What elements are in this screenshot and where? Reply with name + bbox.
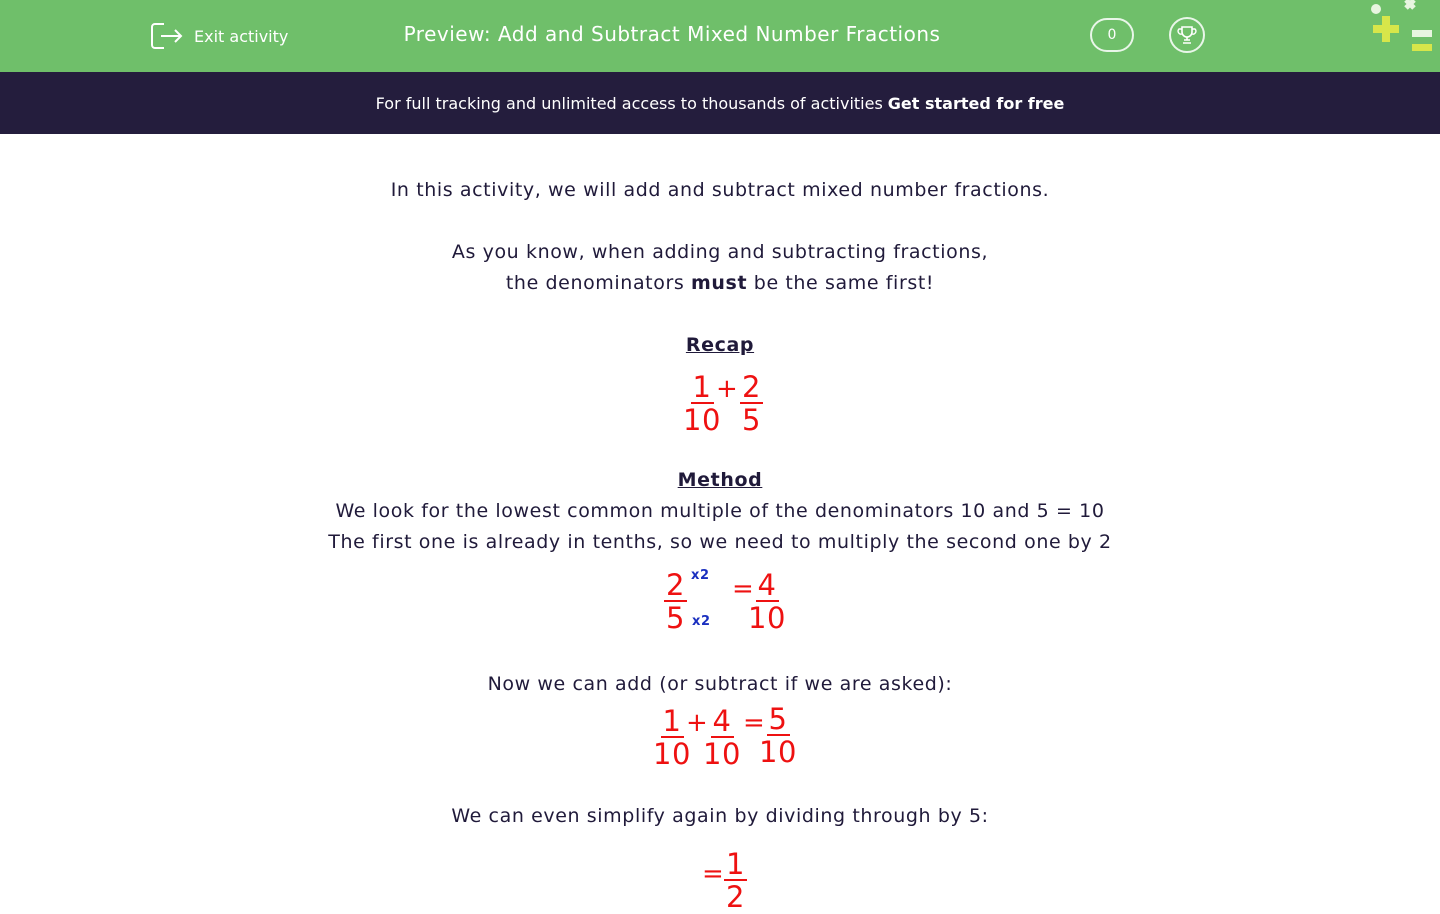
method-line-1: We look for the lowest common multiple of the denominators 10 and 5 = 10 (335, 500, 1105, 522)
add-instruction: Now we can add (or subtract if we are asked): (487, 673, 953, 695)
convert-equals: = (732, 574, 755, 604)
method-line-2: The first one is already in tenths, so we need to multiply the second one by 2 (328, 531, 1112, 553)
add-equals: = (743, 708, 766, 738)
recap-heading: Recap (685, 334, 755, 356)
convert-result-fraction (748, 570, 786, 634)
activity-title (0, 22, 1440, 46)
recap-plus: + (716, 374, 739, 404)
convert-fraction (664, 570, 687, 634)
add-result-numerator: 5 (768, 702, 788, 736)
recap-numerator-1: 1 (692, 370, 712, 404)
trophy-button[interactable] (1169, 17, 1205, 53)
banner-text: For full tracking and unlimited access to thousands of activities (375, 93, 883, 113)
recap-denominator-1: 10 (683, 403, 722, 437)
know-line-2-start: the denominators (505, 272, 685, 294)
add-numerator-2: 4 (712, 704, 732, 738)
convert-numerator: 2 (666, 568, 686, 602)
brand-logo-icon (1368, 0, 1432, 56)
score-counter: 0 (1090, 18, 1134, 52)
recap-denominator-2: 5 (742, 403, 762, 437)
convert-denominator: 5 (666, 601, 686, 635)
add-denominator-2: 10 (703, 737, 742, 771)
simplified-numerator: 1 (726, 847, 746, 881)
know-line-2-end: be the same first! (753, 272, 935, 294)
convert-result-denominator: 10 (748, 601, 787, 635)
intro-text: In this activity, we will add and subtract mixed number fractions. (390, 179, 1050, 201)
add-result-denominator: 10 (759, 735, 798, 769)
add-plus: + (686, 708, 709, 738)
know-line-2 (0, 272, 1440, 294)
simplified-fraction (724, 849, 747, 913)
know-line-1: As you know, when adding and subtracting fractions, (451, 241, 989, 263)
activity-title-text: Preview: Add and Subtract Mixed Number Fractions (403, 22, 941, 46)
simplified-equals: = (702, 859, 725, 889)
upgrade-banner (0, 72, 1440, 134)
recap-numerator-2: 2 (742, 370, 762, 404)
simplified-denominator: 2 (726, 880, 746, 914)
get-started-link[interactable]: Get started for free (887, 93, 1065, 113)
multiplier-top: x2 (691, 568, 710, 583)
add-result-fraction (759, 704, 797, 768)
exit-activity-label: Exit activity (194, 26, 289, 46)
multiplier-bottom: x2 (692, 614, 711, 629)
method-heading: Method (677, 469, 763, 491)
add-numerator-1: 1 (662, 704, 682, 738)
add-denominator-1: 10 (653, 737, 692, 771)
trophy-icon (1176, 24, 1198, 46)
add-fraction-2 (703, 706, 741, 770)
convert-result-numerator: 4 (757, 568, 777, 602)
top-bar (0, 0, 1440, 72)
recap-fraction-2 (740, 372, 763, 436)
know-line-2-emphasis: must (691, 272, 748, 294)
simplify-instruction: We can even simplify again by dividing through by 5: (451, 805, 989, 827)
